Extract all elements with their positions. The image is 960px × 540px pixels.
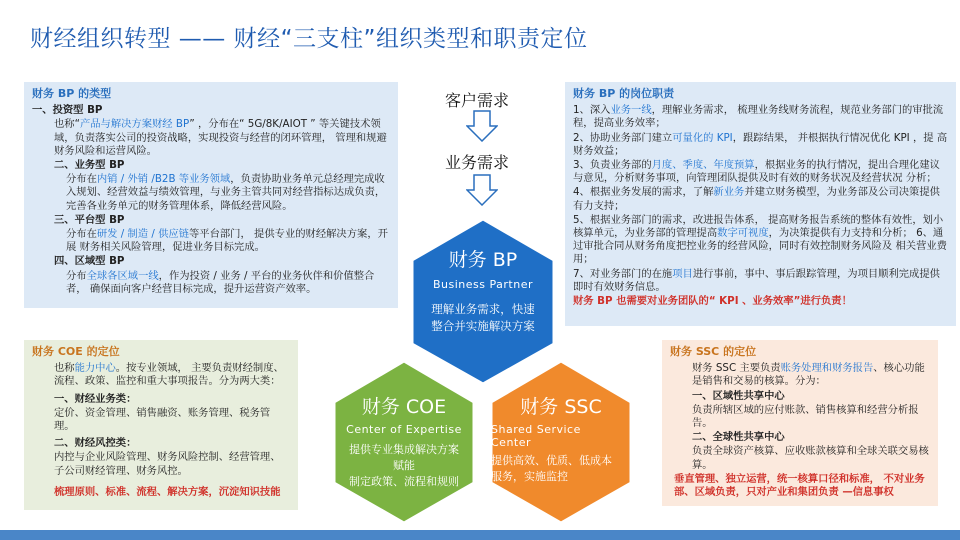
customer-demand-label: 客户需求 [445,91,510,110]
bp-type-heading: 一、投资型 BP [32,104,103,117]
bp-duties-footer: 财务 BP 也需要对业务团队的“ KPI 、业务效率”进行负责！ [573,295,852,308]
coe-footer: 梳理原则、标准、流程、解决方案，沉淀知识技能 [54,485,281,498]
ssc-cat-heading: 一、区域性共享中心 [692,389,785,402]
coe-hex-title: 财务 COE [361,396,447,418]
page-title: 财经组织转型 —— 财经“三支柱”组织类型和职责定位 [30,26,588,52]
ssc-cat-body: 负责全球资产核算、应收账款核算和全球关联交易核算。 [692,445,929,471]
bp-type-body: 分布在内销 / 外销 /B2B 等业务领域，负责协助业务单元总经理完成收入规划、经营效益与绩效管理，与业务主管共同对经营指标达成负责，完善各业务单元的财务管理体系，降低经营风险。 [66,173,386,212]
bp-hex-desc: 整合并实施解决方案 [431,319,535,333]
bp-duties-title: 财务 BP 的岗位职责 [573,87,675,100]
ssc-intro: 财务 SSC 主要负责账务处理和财务报告、核心功能是销售和交易的核算。分为： [692,362,925,388]
bp-type-body: 分布在研发 / 制造 / 供应链等平台部门， 提供专业的财经解决方案，开展 财务相关风险管理，促进业务目标完成。 [66,228,388,254]
bp-hexagon-text [412,245,554,335]
ssc-footer: 垂直管理、独立运营，统一核算口径和标准， 不对业务部、区域负责，只对产业和集团负责 —信息事权 [674,472,925,499]
ssc-title: 财务 SSC 的定位 [670,345,757,358]
bp-hex-title: 财务 BP [448,249,518,271]
ssc-hexagon-text [491,392,631,485]
bp-type-body: 也称“产品与解决方案财经 BP” ，分布在“ 5G/8K/AIOT ” 等关键技术领域，负责落实公司的投资战略，实现投资与经营的闭环管理， 管理和规避财务风险和运营风险。 [54,118,387,157]
coe-cat-heading: 二、财经风控类： [54,437,137,450]
coe-hex-desc: 提供专业集成解决方案 [349,443,459,456]
bp-duty-item: 3、负责业务部的月度、季度、年度预算，根据业务的执行情况，提出合理化建议与意见，分析财务事项，向管理团队提供及时有效的财务状况及经营状况 分析； [573,159,940,185]
bp-duty-item: 5、根据业务部门的需求，改进报告体系， 提高财务报告系统的整体有效性，划小核算单元，为业务部的管理提高数字可视度，为决策提供有力支持和分析； 6、通过审批合同从财务角度把控业务的经营风险，同时有效控制财务风险及 相关营业费用； [573,213,947,266]
coe-hex-desc: 制定政策、流程和规则 [349,475,459,488]
bp-duty-item: 4、根据业务发展的需求，了解新业务并建立财务模型，为业务部及公司决策提供有力支持； [573,186,940,212]
coe-cat-heading: 一、财经业务类： [54,392,137,405]
coe-hexagon-text [334,392,474,490]
ssc-hex-subtitle: Shared Service [491,423,581,436]
bp-duty-item: 7、对业务部门的在施项目进行事前，事中、事后跟踪管理，为项目顺利完成提供即时有效财务信息。 [573,267,940,293]
bp-hex-subtitle: Business Partner [433,278,533,291]
coe-cat-body: 定价、资金管理、销售融资、账务管理、税务管理。 [54,406,271,433]
ssc-cat-heading: 二、全球性共享中心 [692,431,785,444]
bp-type-body: 分布全球各区域一线，作为投资 / 业务 / 平台的业务伙伴和价值整合者， 确保面向客户经营目标完成，提升运营资产效率。 [66,269,375,295]
bp-type-heading: 四、区域型 BP [54,255,125,268]
coe-hex-subtitle: Center of Expertise [346,423,462,436]
bp-duty-item: 1、深入业务一线，理解业务需求， 梳理业务线财务流程，规范业务部门的审批流程，提高业务效率； [573,104,944,130]
coe-intro: 也称能力中心。按专业领域， 主要负责财经制度、 流程、政策、监控和重大事项报告。分为两大类： [54,362,284,388]
bp-hex-desc: 理解业务需求，快速 [431,302,535,316]
bp-duty-item: 2、协助业务部门建立可量化的 KPI，跟踪结果， 并根据执行情况优化 KPI ，提 高财务效益； [573,131,948,157]
ssc-hex-subtitle: Center [491,436,532,449]
bp-type-heading: 二、业务型 BP [54,159,125,172]
coe-title: 财务 COE 的定位 [32,345,120,358]
ssc-hex-desc: 服务，实施监控 [491,470,568,483]
business-demand-label: 业务需求 [445,153,510,172]
bp-type-heading: 三、平台型 BP [54,213,125,226]
ssc-hex-title: 财务 SSC [520,396,602,418]
bottom-bar [0,530,960,540]
bp-types-title: 财务 BP 的类型 [32,87,112,100]
ssc-cat-body: 负责所辖区域的应付账款、销售核算和经营分析报告。 [692,403,919,430]
ssc-hex-desc: 提供高效、优质、低成本 [491,454,612,467]
coe-cat-body: 内控与企业风险管理、财务风险控制、经营管理、子公司财经管理、财务风控。 [54,451,281,477]
coe-hex-desc: 赋能 [393,459,415,472]
